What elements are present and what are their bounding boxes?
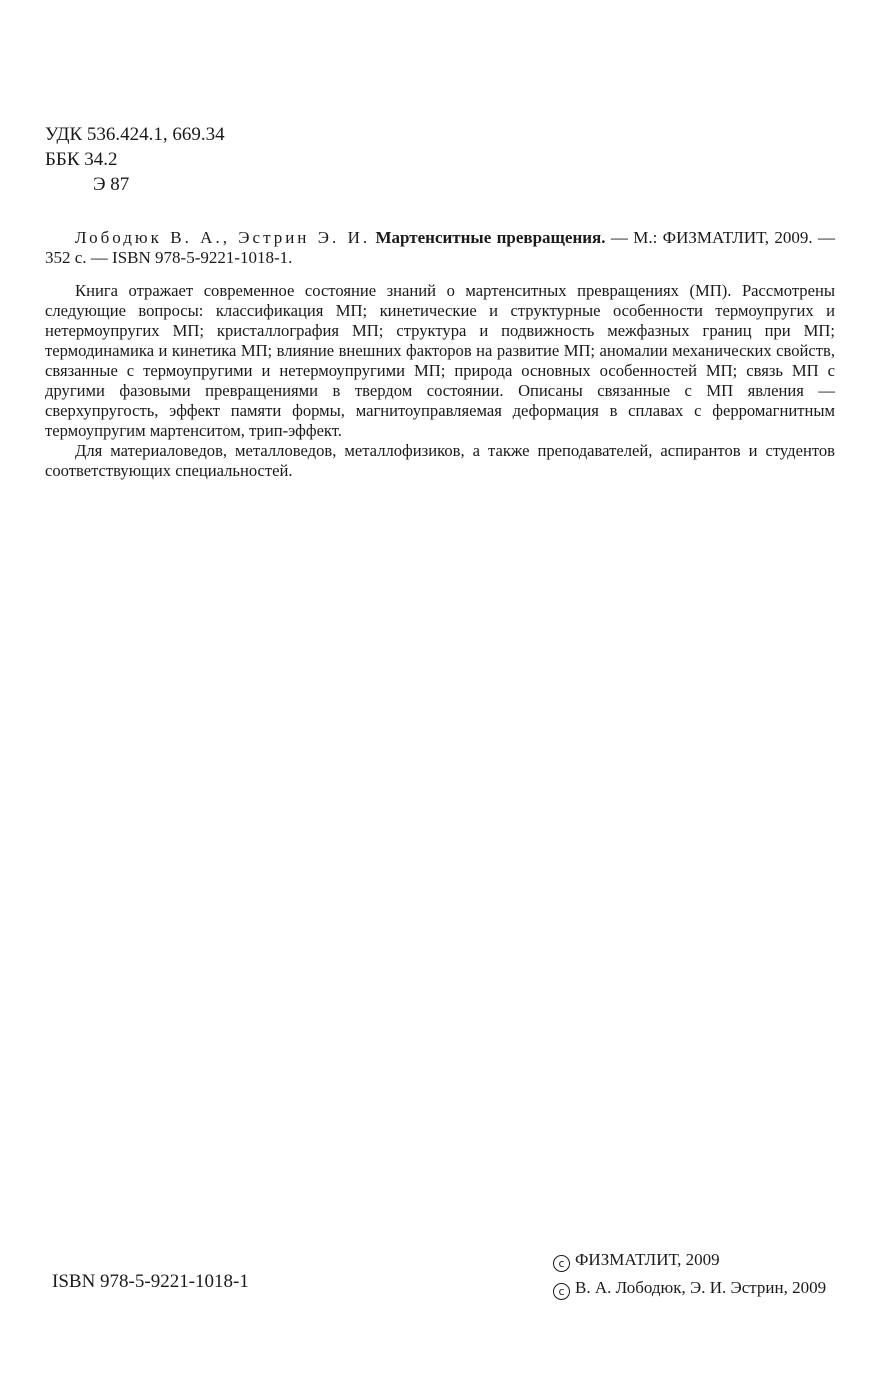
audience-paragraph: Для материаловедов, металловедов, металлофизиков, а также преподавателей, аспирантов и студентов соответствующих специальностей. (45, 441, 835, 480)
copyright-authors: В. А. Лободюк, Э. И. Эстрин, 2009 (575, 1278, 827, 1297)
isbn: ISBN 978-5-9221-1018-1 (52, 1271, 249, 1292)
bibliographic-record (45, 228, 835, 268)
classification-block (45, 122, 225, 197)
udk-code: УДК 536.424.1, 669.34 (45, 124, 225, 145)
copyright-block (553, 1246, 826, 1302)
copyright-authors-line (553, 1274, 826, 1302)
copyright-icon: c (553, 1283, 570, 1300)
abstract-paragraph: Книга отражает современное состояние знаний о мартенситных превращениях (МП). Рассмотрены следующие вопросы: классификация МП; кинетические и структурные особенности термоупругих и нетермоупругих МП; кристаллография МП; структура и подвижность межфазных границ при МП; термодинамика и кинетика МП; влияние внешних факторов на развитие МП; аномалии механических свойств, связанные с термоупругими и нетермоупругими МП; природа основных особенностей МП; связь МП с другими фазовыми превращениями в твердом состоянии. Описаны связанные с МП явления — сверхупругость, эффект памяти формы, магнитоуправляемая деформация в сплавах с ферромагнитным термоупругим мартенситом, трип-эффект. (45, 281, 835, 440)
authors: Лободюк В. А., Эстрин Э. И. (75, 228, 371, 247)
abstract (45, 281, 835, 481)
book-title: Мартенситные превращения. (375, 228, 606, 247)
copyright-icon: c (553, 1255, 570, 1272)
bbk-code: ББК 34.2 (45, 149, 118, 170)
publication-info: — М.: ФИЗМАТЛИТ, 2009. — 352 с. — ISBN 978-5-9221-1018-1. (45, 228, 836, 267)
copyright-publisher: ФИЗМАТЛИТ, 2009 (575, 1250, 720, 1269)
copyright-publisher-line (553, 1246, 826, 1274)
author-mark: Э 87 (93, 174, 130, 195)
